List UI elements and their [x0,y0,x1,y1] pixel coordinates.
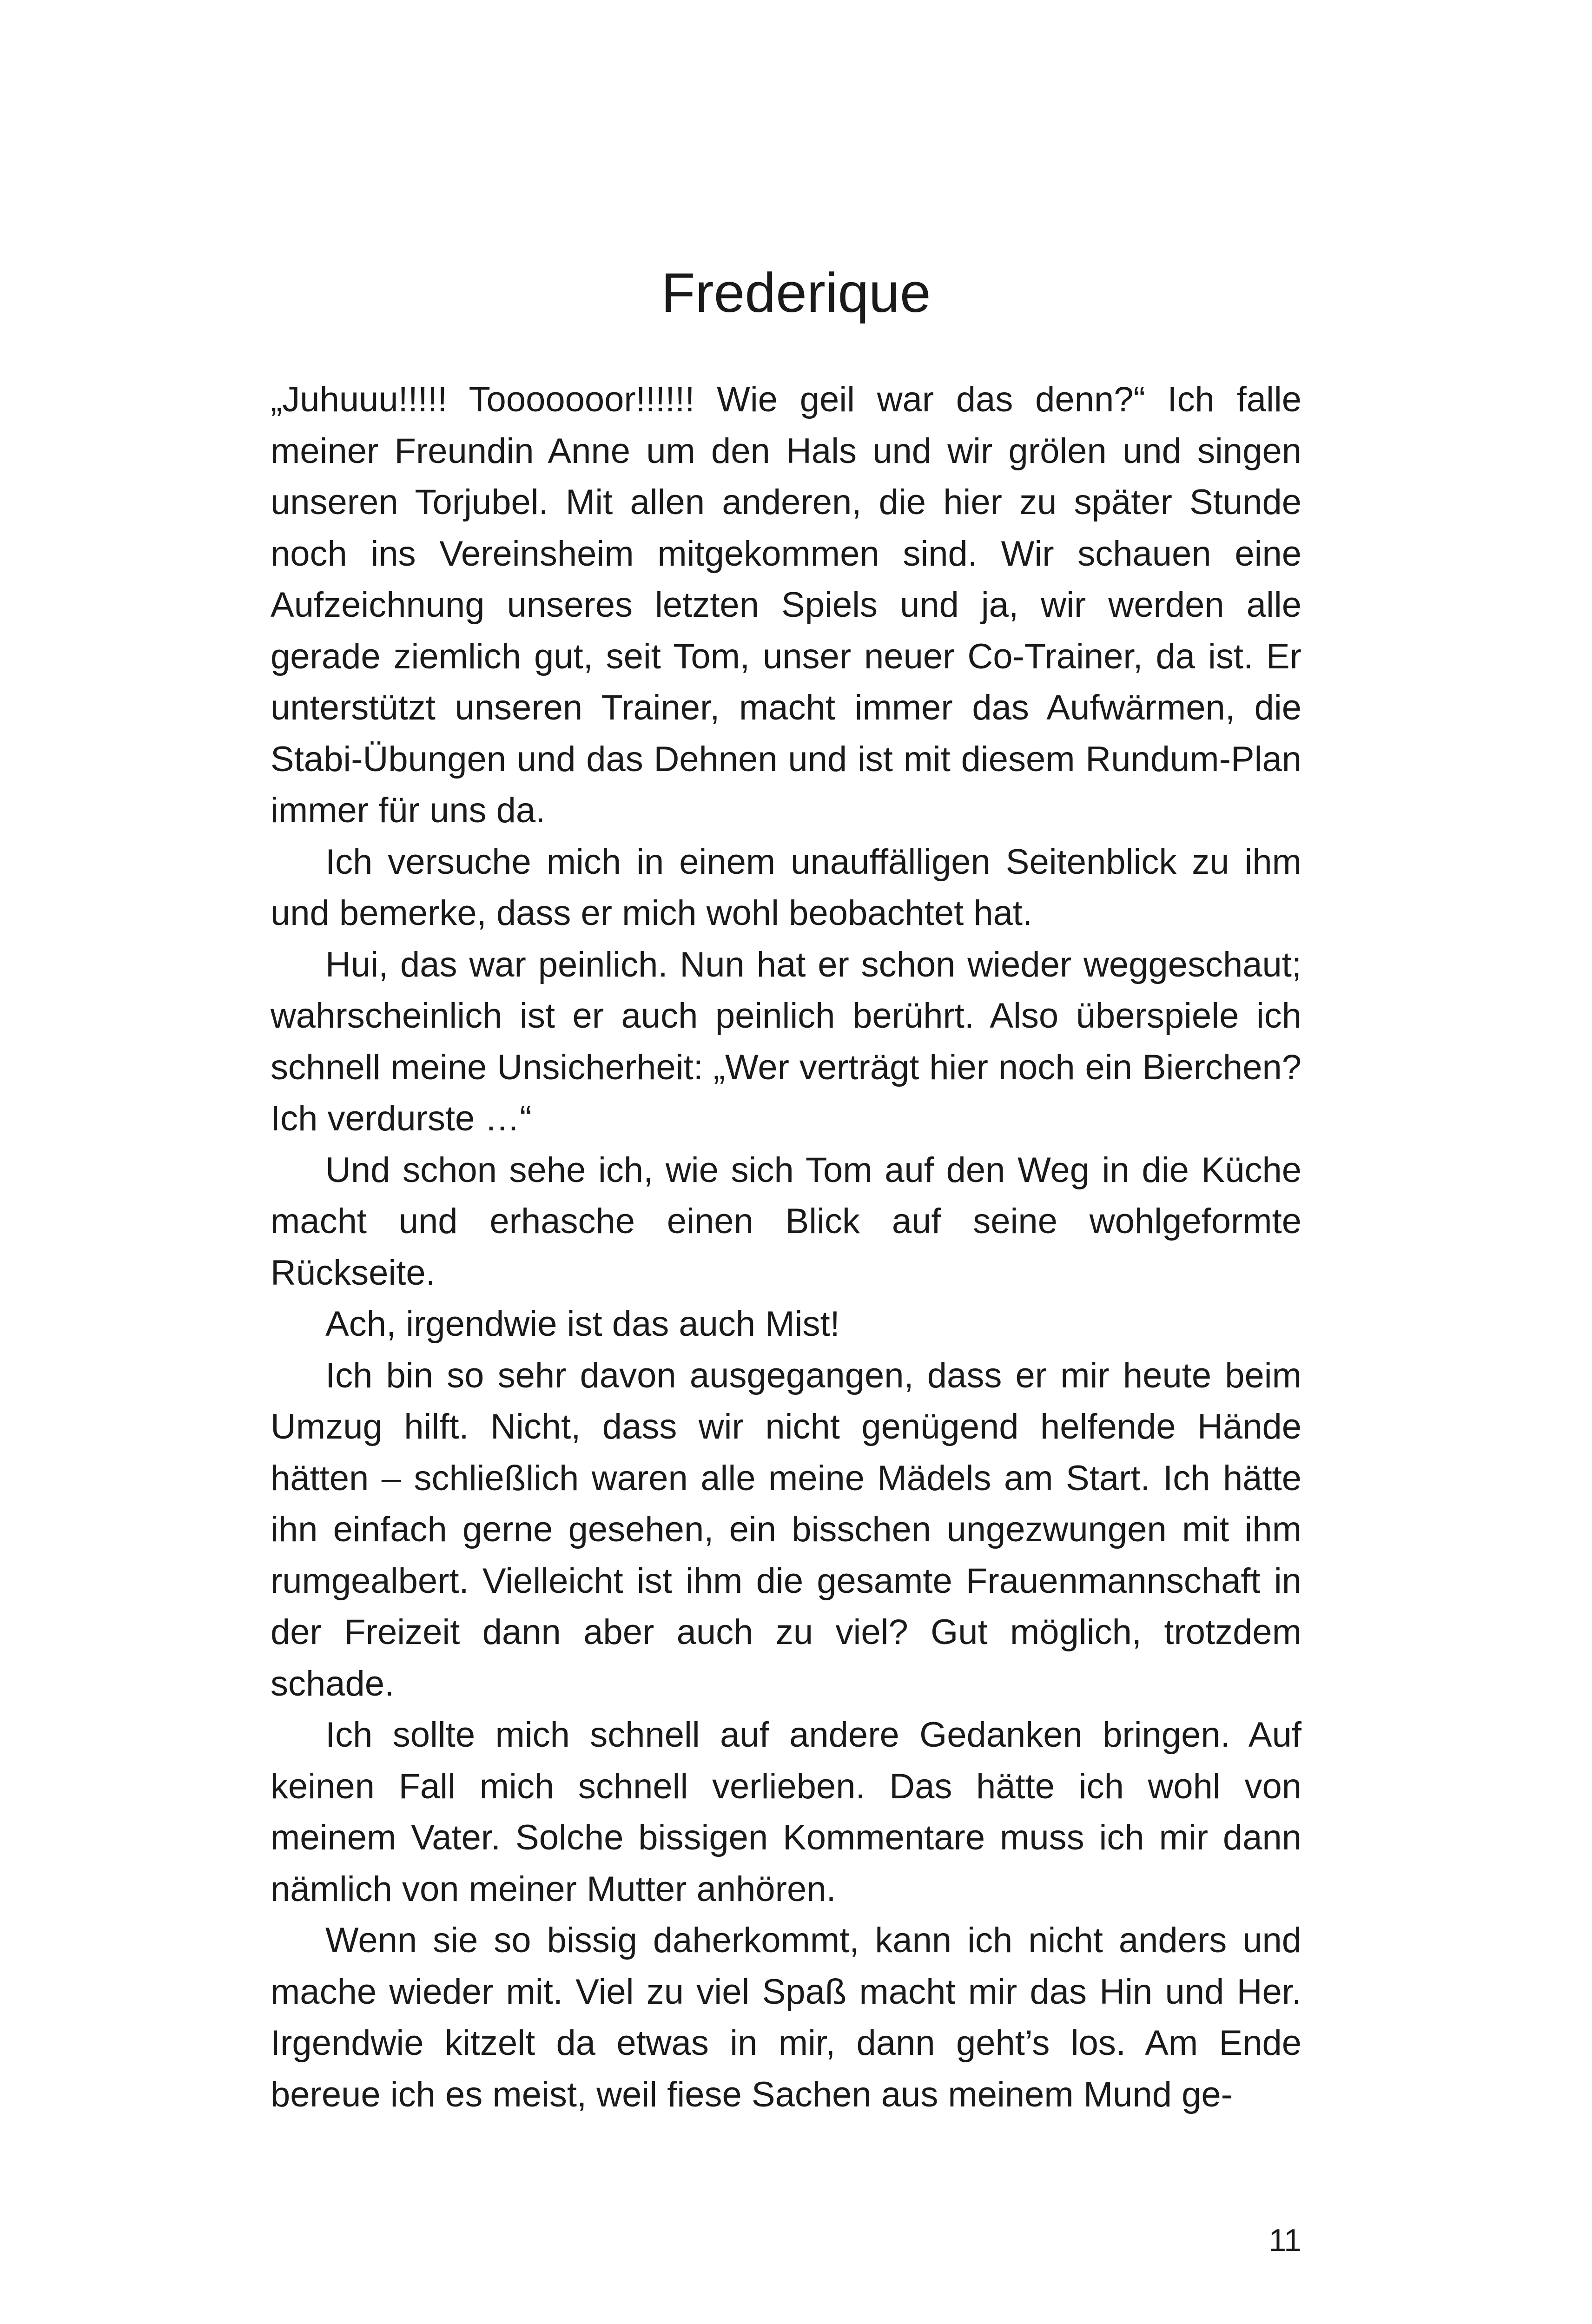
chapter-title: Frederique [661,262,931,324]
paragraph-7: Ich sollte mich schnell auf andere Gedanken bringen. Auf keinen Fall mich schnell verlieben. Das hätte ich wohl von meinem Vater. Solche bissigen Kommentare muss ich mir dann nämlich von meiner Mutter anhören. [271,1715,1301,1909]
paragraph-2: Ich versuche mich in einem unauffälligen Seitenblick zu ihm und bemerke, dass er mich wohl beobachtet hat. [271,842,1301,933]
chapter-body [271,374,1301,2120]
paragraph-4: Und schon sehe ich, wie sich Tom auf den Weg in die Küche macht und erhasche einen Blick auf seine wohlgeformte Rückseite. [271,1150,1301,1293]
paragraph-6: Ich bin so sehr davon ausgegangen, dass er mir heute beim Umzug hilft. Nicht, dass wir nicht genügend helfende Hände hätten – schließlich waren alle meine Mädels am Start. Ich hätte ihn einfach gerne gesehen, ein bisschen ungezwungen mit ihm rumgealbert. Vielleicht ist ihm die gesamte Frauenmannschaft in der Freizeit dann aber auch zu viel? Gut möglich, trotzdem schade. [271,1355,1301,1703]
paragraph-3: Hui, das war peinlich. Nun hat er schon wieder weggeschaut; wahrscheinlich ist er auch peinlich berührt. Also überspiele ich schnell meine Unsicherheit: „Wer verträgt hier noch ein Bierchen? Ich verdurste …“ [271,944,1301,1138]
paragraph-1: „Juhuuu!!!!! Tooooooor!!!!!! Wie geil war das denn?“ Ich falle meiner Freundin Anne um den Hals und wir grölen und singen unseren Torjubel. Mit allen anderen, die hier zu später Stunde noch ins Vereinsheim mitgekommen sind. Wir schauen eine Aufzeichnung unseres letzten Spiels und ja, wir werden alle gerade ziemlich gut, seit Tom, unser neuer Co-Trainer, da ist. Er unterstützt unseren Trainer, macht immer das Aufwärmen, die Stabi-Übungen und das Dehnen und ist mit diesem Rundum-Plan immer für uns da. [271,380,1301,830]
paragraph-8: Wenn sie so bissig daherkommt, kann ich nicht anders und mache wieder mit. Viel zu viel Spaß macht mir das Hin und Her. Irgendwie kitzelt da etwas in mir, dann geht’s los. Am Ende bereue ich es meist, weil fiese Sachen aus meinem Mund ge- [271,1921,1301,2114]
page-number: 11 [1268,2223,1301,2258]
paragraph-5: Ach, irgendwie ist das auch Mist! [325,1304,840,1344]
